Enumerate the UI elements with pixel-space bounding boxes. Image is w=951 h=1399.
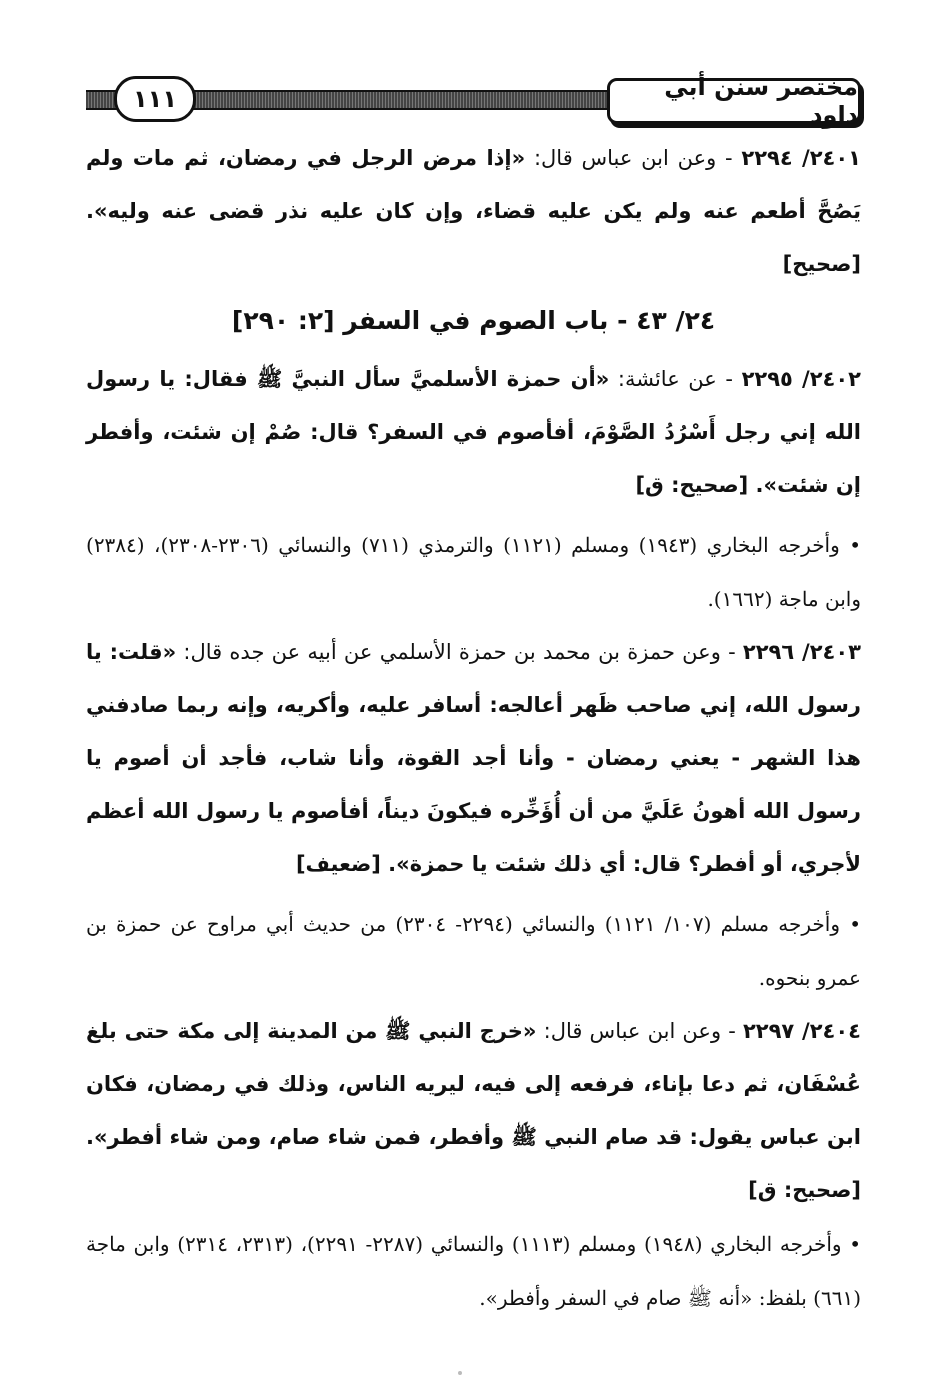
hadith-text: «خرج النبي ﷺ من المدينة إلى مكة حتى بلغ عُسْفَان، ثم دعا بإناء، فرفعه إلى فيه، ليريه الناس، وذلك في رمضان، فكان ابن عباس يقول: قد صام النبي ﷺ وأفطر، فمن شاء صام، ومن شاء أفطر». [صحيح: ق] — [86, 1019, 861, 1202]
hadith-paragraph — [86, 132, 861, 291]
book-title-frame — [607, 73, 861, 129]
hadith-intro: - وعن حمزة بن محمد بن حمزة الأسلمي عن أبيه عن جده قال: — [176, 640, 743, 664]
page-number-frame — [114, 76, 196, 122]
hadith-paragraph — [86, 626, 861, 891]
hadith-text: «قلت: يا رسول الله، إني صاحب ظَهر أعالجه: أسافر عليه، وأكريه، وإنه ربما صادفني هذا الشهر - يعني رمضان - وأنا أجد القوة، وأنا شاب، فأجد أن أصوم يا رسول الله أهونُ عَلَيَّ من أن أُؤَخِّره فيكونَ ديناً، أفأصوم يا رسول الله أعظم لأجري، أو أفطر؟ قال: أي ذلك شئت يا حمزة». [ضعيف] — [86, 640, 861, 876]
scan-speck — [458, 1371, 462, 1375]
hadith-paragraph — [86, 353, 861, 512]
page-content — [86, 132, 861, 1325]
book-title: مختصر سنن أبي داود — [664, 73, 858, 129]
hadith-text: «إذا مرض الرجل في رمضان، ثم مات ولم يَصُحَّ أطعم عنه ولم يكن عليه قضاء، وإن كان عليه نذر قضى عنه وليه». [صحيح] — [86, 146, 861, 276]
hadith-text: «أن حمزة الأسلميَّ سأل النبيَّ ﷺ فقال: يا رسول الله إني رجل أَسْرُدُ الصَّوْمَ، أفأصوم في السفر؟ قال: صُمْ إن شئت، وأفطر إن شئت». [صحيح: ق] — [86, 367, 861, 497]
chapter-heading: ٢٤/ ٤٣ - باب الصوم في السفر [٢: ٢٩٠] — [231, 306, 716, 335]
hadith-intro: - وعن ابن عباس قال: — [536, 1019, 743, 1043]
takhrij-note: • وأخرجه مسلم (١٠٧/ ١١٢١) والنسائي (٢٢٩٤- ٢٣٠٤) من حديث أبي مراوح عن حمزة بن عمرو بنحوه. — [86, 912, 861, 990]
page-number: ١١١ — [133, 85, 177, 113]
hadith-number: ٢٤٠٢/ ٢٢٩٥ — [741, 367, 862, 391]
hadith-paragraph — [86, 1005, 861, 1217]
takhrij-note: • وأخرجه البخاري (١٩٤٨) ومسلم (١١١٣) والنسائي (٢٢٨٧- ٢٢٩١)، (٢٣١٣، ٢٣١٤) وابن ماجة (٦٦١) بلفظ: «أنه ﷺ صام في السفر وأفطر». — [86, 1232, 862, 1310]
hadith-intro: - عن عائشة: — [609, 367, 742, 391]
page-header — [86, 73, 861, 129]
hadith-number: ٢٤٠٤/ ٢٢٩٧ — [742, 1019, 862, 1043]
takhrij-note: • وأخرجه البخاري (١٩٤٣) ومسلم (١١٢١) والترمذي (٧١١) والنسائي (٢٣٠٦-٢٣٠٨)، (٢٣٨٤) وابن ماجة (١٦٦٢). — [86, 533, 861, 611]
hadith-number: ٢٤٠١/ ٢٢٩٤ — [741, 146, 862, 170]
hadith-intro: - وعن ابن عباس قال: — [525, 146, 742, 170]
hadith-number: ٢٤٠٣/ ٢٢٩٦ — [742, 640, 861, 664]
